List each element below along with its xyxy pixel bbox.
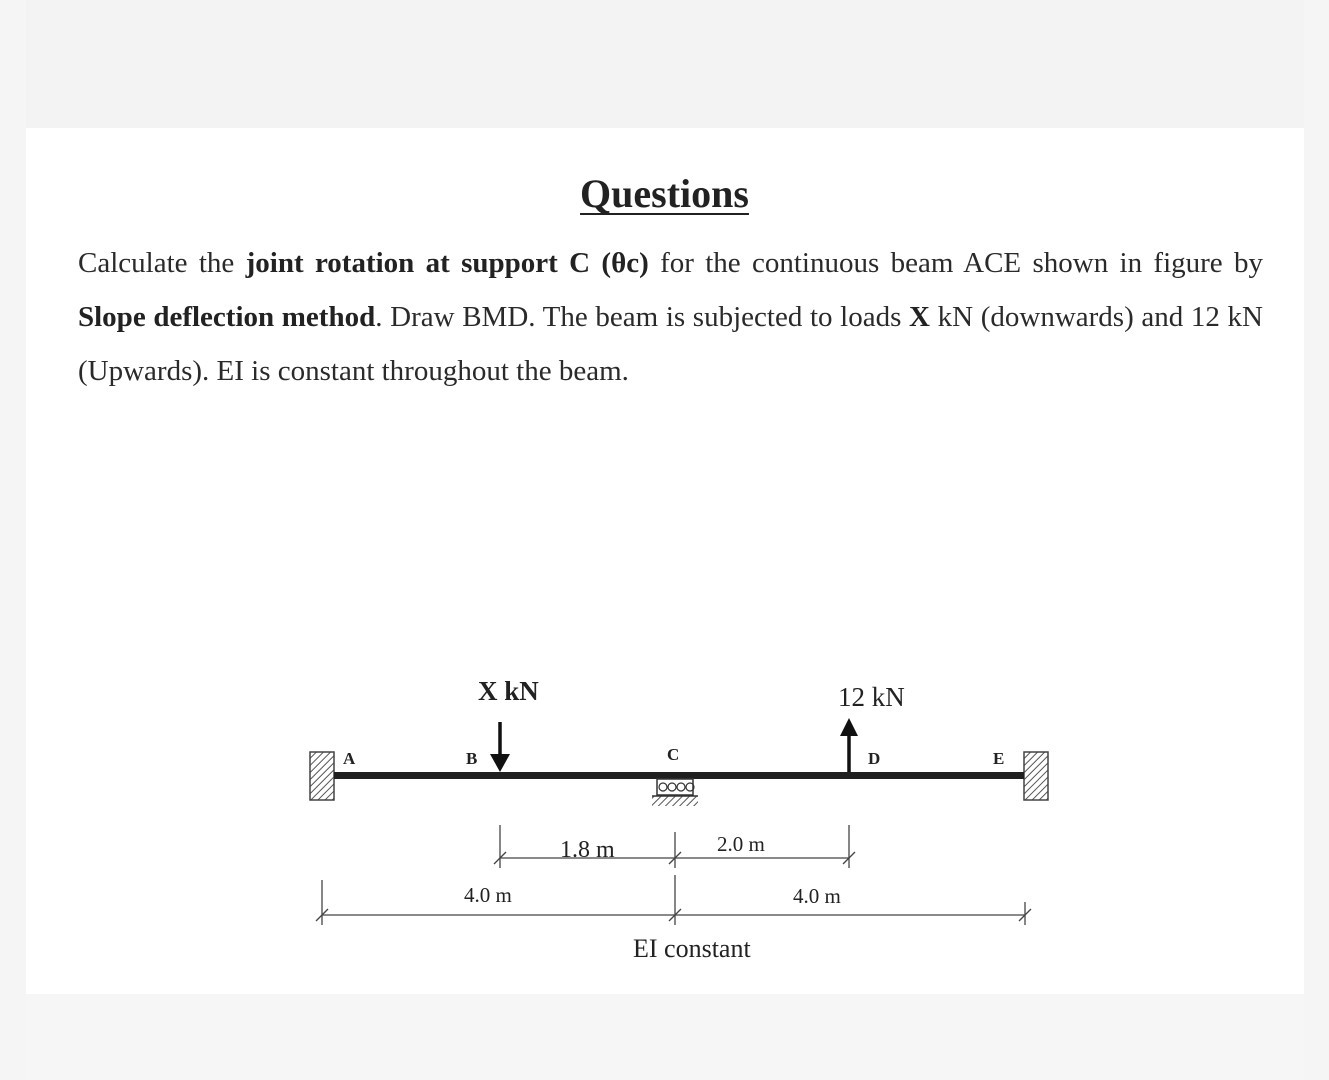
fixed-support-e bbox=[1024, 752, 1048, 800]
dimension-line-upper bbox=[494, 825, 855, 868]
point-label-b: B bbox=[466, 749, 478, 768]
question-bold-x: X bbox=[909, 301, 930, 333]
point-label-e: E bbox=[993, 749, 1005, 768]
ei-constant-note: EI constant bbox=[633, 934, 751, 963]
dim-label-cd: 2.0 m bbox=[717, 832, 765, 856]
fixed-support-a bbox=[310, 752, 334, 800]
roller-support-c bbox=[652, 779, 698, 806]
question-bold-joint-rotation: joint rotation at support C (θc) bbox=[245, 247, 649, 279]
question-part-3: . Draw BMD. The beam is subjected to loads bbox=[375, 301, 910, 333]
load-arrow-down bbox=[490, 722, 510, 772]
question-part-2: for the continuous beam ACE shown in figure by bbox=[648, 247, 1263, 279]
load-arrow-up bbox=[840, 718, 858, 772]
load-down-label: X kN bbox=[478, 676, 539, 706]
question-part-1: Calculate the bbox=[78, 247, 246, 279]
load-up-label: 12 kN bbox=[838, 682, 905, 712]
point-label-d: D bbox=[868, 749, 881, 768]
point-label-c: C bbox=[667, 745, 680, 764]
page-title: Questions bbox=[580, 171, 749, 216]
dim-label-ac: 4.0 m bbox=[464, 883, 512, 907]
question-bold-method: Slope deflection method bbox=[78, 301, 376, 333]
question-part-4: kN (downwards) and 12 kN (Upwards). EI is constant throughout the beam. bbox=[78, 301, 1263, 387]
point-label-a: A bbox=[343, 749, 356, 768]
dimension-line-lower bbox=[316, 875, 1031, 925]
dim-label-bc: 1.8 m bbox=[560, 837, 615, 863]
dim-label-ce: 4.0 m bbox=[793, 884, 841, 908]
beam bbox=[334, 772, 1024, 779]
